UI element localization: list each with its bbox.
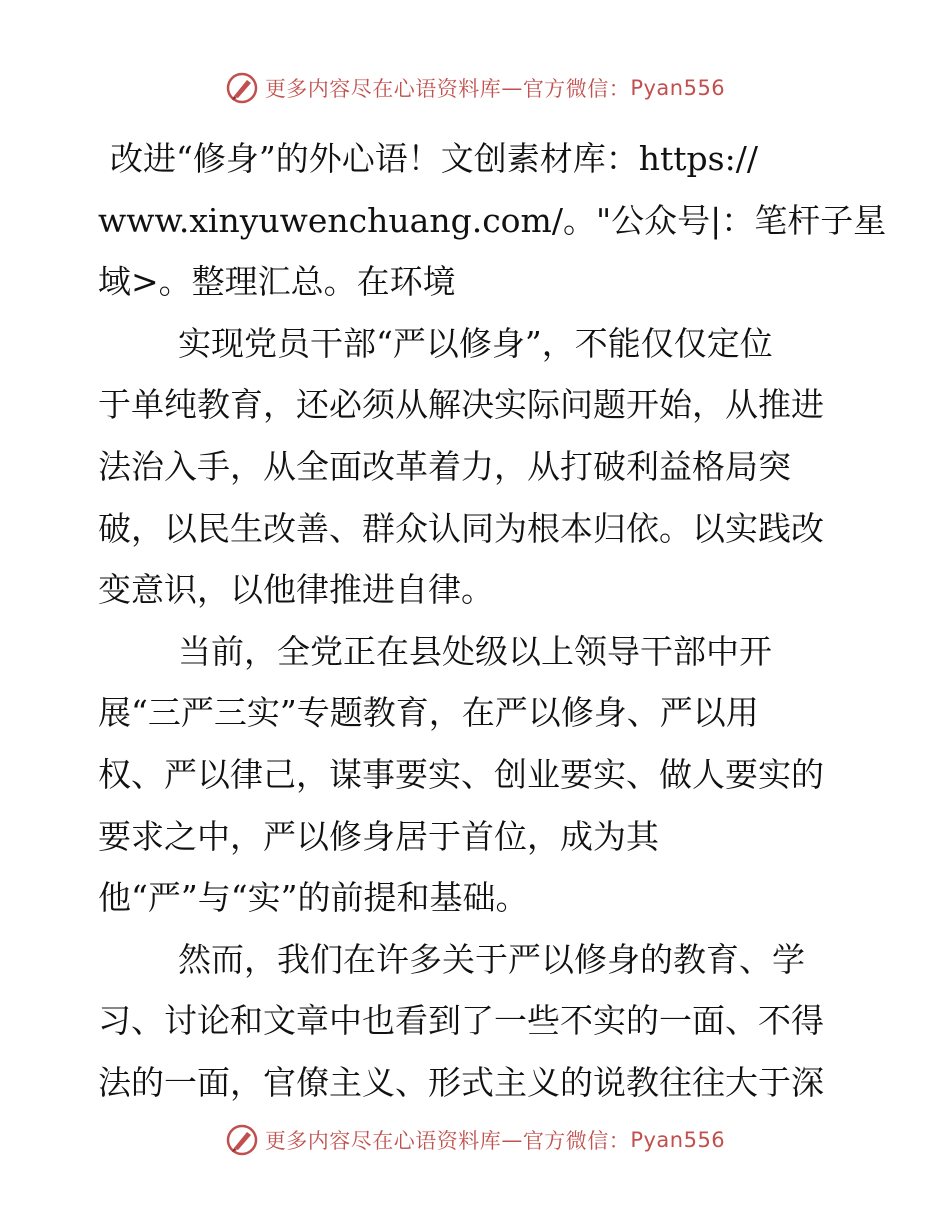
- paragraph-1: [98, 128, 887, 313]
- banner-main-text: 更多内容尽在心语资料库: [264, 77, 502, 101]
- text-line: www.xinyuwenchuang.com/。"公众号|：笔杆子星: [98, 200, 887, 240]
- text-line: 当前，全党正在县处级以上领导干部中开: [178, 631, 772, 671]
- pen-circle-logo-icon: [225, 1123, 259, 1157]
- pen-circle-logo-icon: [225, 71, 259, 105]
- document-body: [98, 128, 887, 1114]
- banner-wechat-id: Pyan556: [630, 76, 726, 100]
- banner-wechat-id: Pyan556: [630, 1128, 726, 1152]
- header-watermark-banner: [0, 68, 950, 108]
- paragraph-3: [98, 621, 858, 929]
- text-line: 改进“修身”的外心语！文创素材库：https://: [110, 139, 758, 178]
- paragraph-4: [98, 929, 858, 1114]
- banner-main-text: 更多内容尽在心语资料库: [264, 1129, 502, 1153]
- text-line: 法的一面，官僚主义、形式主义的说教往往大于深: [98, 1062, 824, 1102]
- text-line: 展“三严三实”专题教育，在严以修身、严以用: [98, 693, 759, 733]
- text-line: 权、严以律己，谋事要实、创业要实、做人要实的: [98, 754, 824, 794]
- text-line: 然而，我们在许多关于严以修身的教育、学: [178, 939, 805, 979]
- text-line: 实现党员干部“严以修身”，不能仅仅定位: [178, 323, 773, 363]
- text-line: 域>。整理汇总。在环境: [98, 262, 456, 302]
- text-line: 变意识，以他律推进自律。: [98, 570, 494, 610]
- text-line: 破，以民生改善、群众认同为根本归依。以实践改: [98, 508, 824, 548]
- text-line: 法治入手，从全面改革着力，从打破利益格局突: [98, 446, 791, 486]
- text-line: 他“严”与“实”的前提和基础。: [98, 878, 529, 918]
- footer-watermark-banner: [0, 1120, 950, 1160]
- banner-tail-text: 官方微信：: [522, 77, 631, 101]
- paragraph-2: [98, 313, 858, 621]
- text-line: 要求之中，严以修身居于首位，成为其: [98, 816, 659, 856]
- banner-separator: —: [501, 1128, 523, 1152]
- banner-tail-text: 官方微信：: [522, 1129, 631, 1153]
- text-line: 习、讨论和文章中也看到了一些不实的一面、不得: [98, 1001, 824, 1041]
- text-line: 于单纯教育，还必须从解决实际问题开始，从推进: [98, 385, 824, 425]
- banner-separator: —: [501, 76, 523, 100]
